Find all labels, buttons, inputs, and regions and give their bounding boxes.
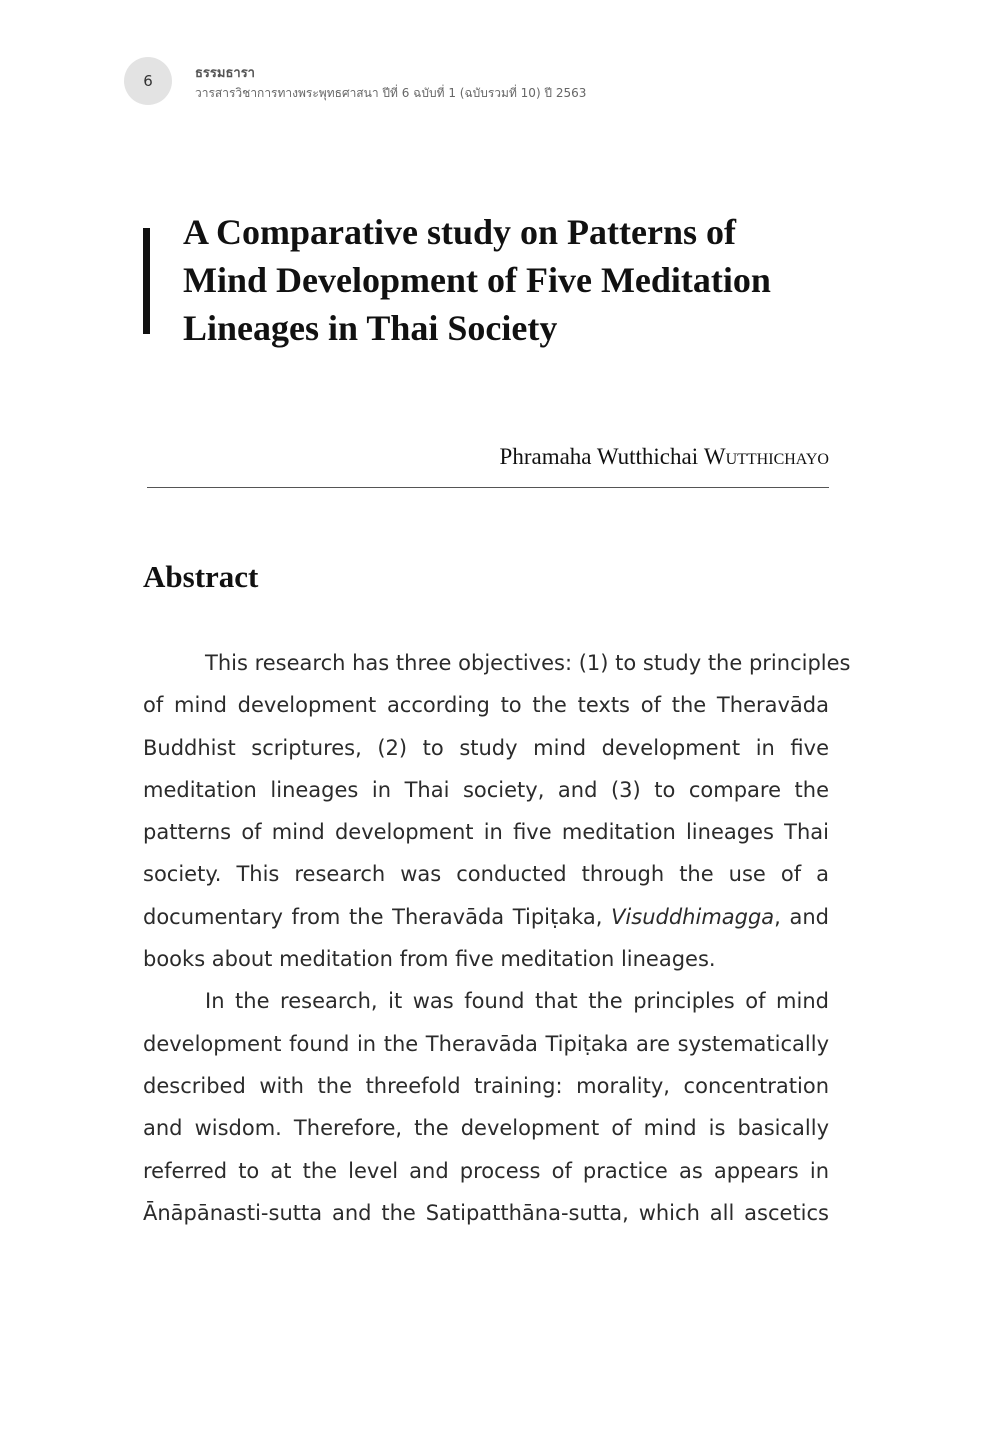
paragraph2-line: and wisdom. Therefore, the development of mind is basically: [143, 1116, 829, 1141]
paragraph1-line: of mind development according to the texts of the Theravāda: [143, 693, 829, 718]
page-number: 6: [124, 57, 172, 105]
line-text: , and: [774, 904, 829, 929]
author-family-name: Wutthichayo: [703, 444, 829, 469]
paragraph2-line: In the research, it was found that the principles of mind: [205, 989, 829, 1014]
journal-issue: วารสารวิชาการทางพระพุทธศาสนา ปีที่ 6 ฉบับที่ 1 (ฉบับรวมที่ 10) ปี 2563: [195, 86, 587, 100]
article-title: [183, 208, 843, 352]
title-line: Lineages in Thai Society: [183, 308, 558, 348]
author-divider: [147, 487, 829, 488]
paragraph2-line: described with the threefold training: morality, concentration: [143, 1073, 829, 1098]
abstract-body: [143, 642, 851, 1234]
paragraph2-line: referred to at the level and process of practice as appears in: [143, 1158, 829, 1183]
italic-title: Visuddhimagga: [611, 904, 775, 929]
paragraph1-line: patterns of mind development in five meditation lineages Thai: [143, 820, 829, 845]
title-accent-bar: [143, 228, 150, 334]
paragraph1-line: society. This research was conducted through the use of a: [143, 862, 829, 887]
paragraph2-line: development found in the Theravāda Tipiṭaka are systematically: [143, 1031, 829, 1056]
title-line: A Comparative study on Patterns of: [183, 212, 736, 252]
journal-name: ธรรมธารา: [195, 66, 255, 81]
author-name: [500, 444, 829, 470]
title-line: Mind Development of Five Meditation: [183, 260, 771, 300]
paragraph1-line: meditation lineages in Thai society, and (3) to compare the: [143, 777, 829, 802]
author-given-name: Phramaha Wutthichai: [499, 444, 699, 469]
paragraph1-line: This research has three objectives: (1) to study the principles: [205, 651, 851, 675]
line-text: documentary from the Theravāda Tipiṭaka,: [143, 904, 612, 929]
paragraph1-line: [143, 896, 829, 938]
abstract-heading: Abstract: [143, 559, 259, 594]
paragraph2-line: Ānāpānasti-sutta and the Satipatthāna-sutta, which all ascetics: [143, 1200, 829, 1225]
paragraph1-line: books about meditation from five meditation lineages.: [143, 947, 716, 972]
paragraph1-line: Buddhist scriptures, (2) to study mind development in five: [143, 735, 829, 760]
